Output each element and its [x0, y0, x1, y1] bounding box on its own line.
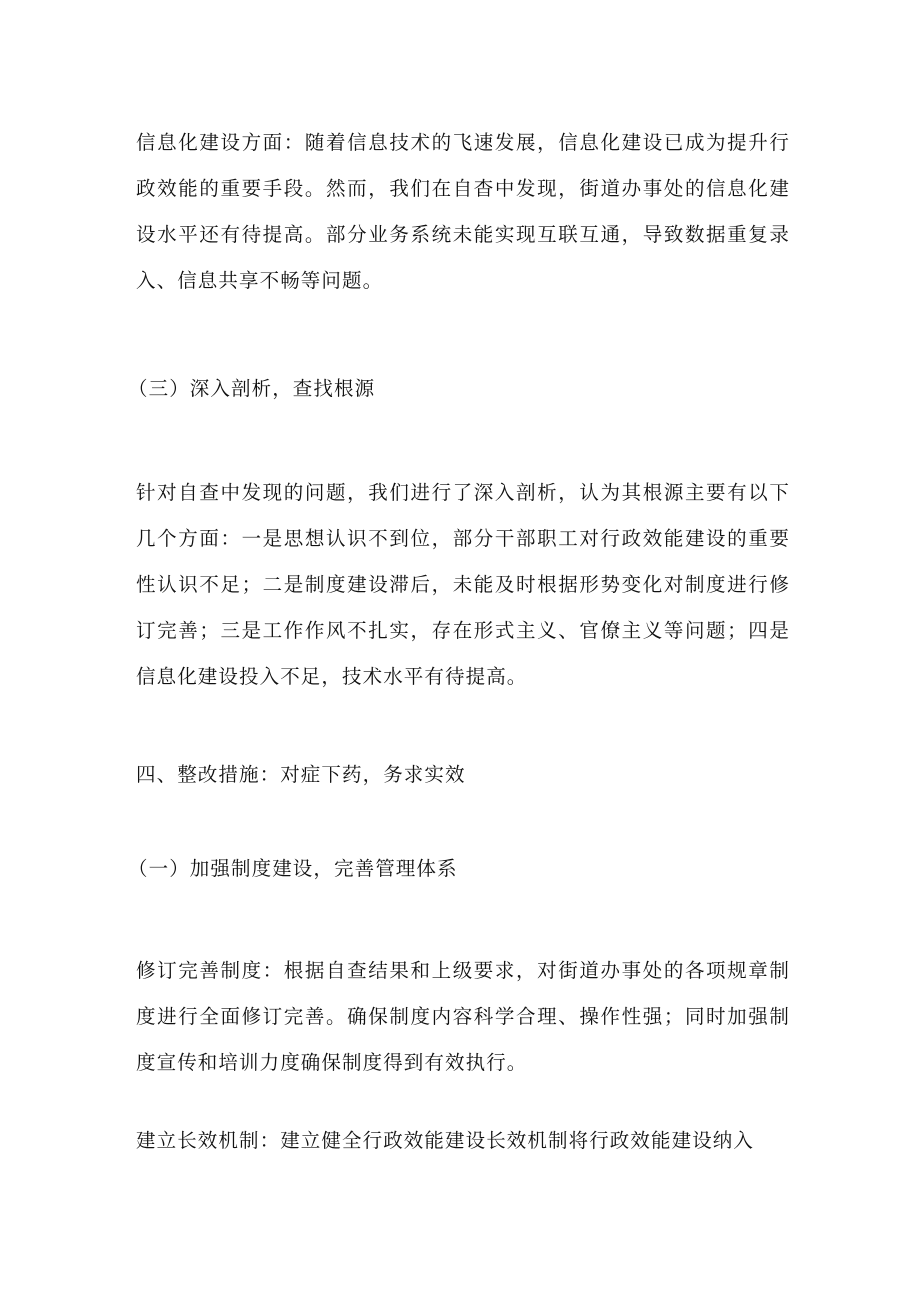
paragraph-long-term-mechanism: 建立长效机制：建立健全行政效能建设长效机制将行政效能建设纳入	[136, 1129, 755, 1152]
paragraph-informatization: 信息化建设方面：随着信息技术的飞速发展，信息化建设已成为提升行政效能的重要手段。然而，我们在自杳中发现，街道办事处的信息化建设水平还有待提高。部分业务系统未能实现互联互通，导致数据重复录入、信息共享不畅等问题。	[136, 131, 790, 292]
paragraph-root-cause-analysis: 针对自查中发现的问题，我们进行了深入剖析，认为其根源主要有以下几个方面：一是思想认识不到位，部分干部职工对行政效能建设的重要性认识不足；二是制度建设滞后，未能及时根据形势变化对制度进行修订完善；三是工作作风不扎实，存在形式主义、官僚主义等问题；四是信息化建设投入不足，技术水平有待提高。	[136, 481, 790, 688]
section-heading-root-cause: （三）深入剖析，查找根源	[128, 377, 376, 400]
section-heading-rectification: 四、整改措施：对症下药，务求实效	[136, 763, 466, 786]
section-heading-system-building: （一）加强制度建设，完善管理体系	[128, 857, 458, 880]
paragraph-revise-system: 修订完善制度：根据自查结果和上级要求，对街道办事处的各项规章制度进行全面修订完善。确保制度内容科学合理、操作性强；同时加强制度宣传和培训力度确保制度得到有效执行。	[136, 959, 790, 1074]
